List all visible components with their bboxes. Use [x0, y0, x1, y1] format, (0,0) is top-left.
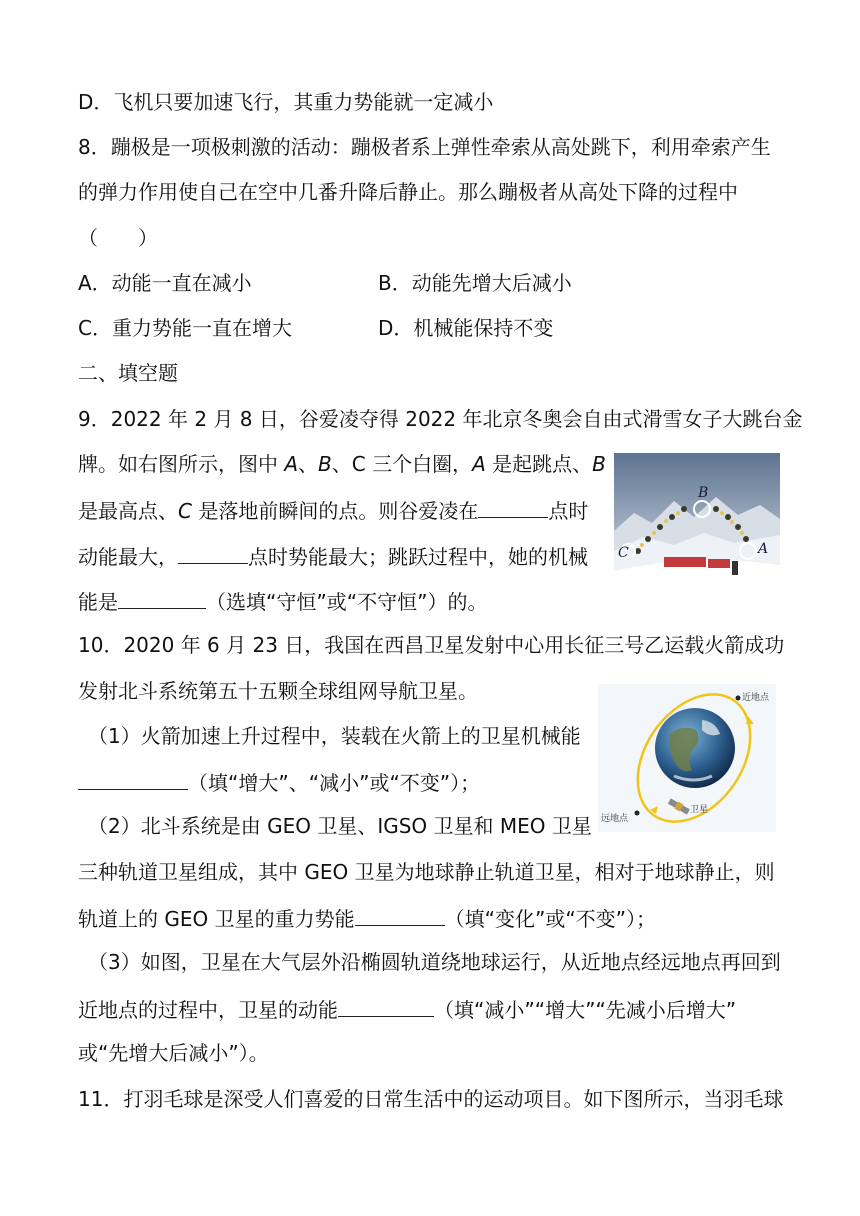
q8-option-d: D．机械能保持不变 — [378, 316, 554, 340]
q8-line-2: 的弹力作用使自己在空中几番升降后静止。那么蹦极者从高处下降的过程中 — [78, 180, 738, 204]
figure-label-b: B — [698, 485, 709, 501]
text-run: 点时 — [548, 499, 589, 523]
text-run: （填“变化”或“不变”）； — [444, 907, 657, 931]
text-run: 、C 三个白圈， — [331, 452, 473, 476]
answer-blank[interactable] — [178, 541, 248, 564]
q9-line-1: 9．2022 年 2 月 8 日，谷爱凌夺得 2022 年北京冬奥会自由式滑雪女子大跳台金 — [78, 407, 803, 431]
answer-blank[interactable] — [118, 586, 206, 609]
q10-part2-line-2: 三种轨道卫星组成，其中 GEO 卫星为地球静止轨道卫星，相对于地球静止，则 — [78, 860, 775, 884]
text-run: 是最高点、 — [78, 499, 178, 523]
figure-label-a: A — [758, 541, 769, 557]
q8-options-row-2 — [78, 314, 554, 342]
text-run: 动能最大， — [78, 545, 178, 569]
q8-option-b: B．动能先增大后减小 — [378, 271, 572, 295]
text-run: 能是 — [78, 590, 118, 614]
figure-label-near: 近地点 — [742, 693, 770, 703]
answer-blank[interactable] — [78, 767, 188, 790]
q9-line-4 — [78, 541, 588, 571]
q7-option-d: D．飞机只要加速飞行，其重力势能就一定减小 — [78, 90, 494, 114]
point-label-b: B — [318, 452, 332, 476]
q11-line-1: 11．打羽毛球是深受人们喜爱的日常生活中的运动项目。如下图所示，当羽毛球 — [78, 1087, 784, 1111]
answer-blank[interactable] — [355, 903, 445, 926]
figure-label-satellite: 卫星 — [690, 805, 709, 815]
text-run: （填“增大”、“减小”或“不变”）； — [188, 771, 481, 795]
q9-line-5 — [78, 586, 487, 616]
q8-answer-bracket: （ ） — [78, 226, 158, 250]
text-run: 牌。如右图所示，图中 — [78, 452, 285, 476]
figure-label-c: C — [618, 545, 629, 561]
q8-option-c: C．重力势能一直在增大 — [78, 316, 292, 340]
text-run: 是起跳点、 — [485, 452, 593, 476]
ski-jump-figure — [614, 453, 780, 603]
q8-options-row-1 — [78, 269, 572, 297]
point-label-a: A — [284, 452, 299, 476]
text-run: 是落地前瞬间的点。则谷爱凌在 — [191, 499, 479, 523]
q10-part2-line-1: （2）北斗系统是由 GEO 卫星、IGSO 卫星和 MEO 卫星 — [88, 814, 592, 838]
q10-part3-line-3: 或“先增大后减小”）。 — [78, 1041, 269, 1065]
answer-blank[interactable] — [478, 495, 548, 518]
figure-label-far: 远地点 — [601, 814, 629, 824]
answer-blank[interactable] — [338, 994, 434, 1017]
text-run: （填“减小”“增大”“先减小后增大” — [434, 998, 737, 1022]
q8-option-a: A．动能一直在减小 — [78, 271, 252, 295]
q10-line-2: 发射北斗系统第五十五颗全球组网导航卫星。 — [78, 679, 478, 703]
text-run: 点时势能最大；跳跃过程中，她的机械 — [248, 545, 588, 569]
point-label-c: C — [178, 499, 192, 523]
satellite-orbit-figure — [598, 684, 776, 832]
q9-line-2 — [78, 450, 606, 478]
point-label-b: B — [592, 452, 606, 476]
section-heading-fill-blank: 二、填空题 — [78, 361, 178, 385]
q10-part2-line-3 — [78, 903, 656, 933]
q10-line-1: 10．2020 年 6 月 23 日，我国在西昌卫星发射中心用长征三号乙运载火箭成功 — [78, 633, 785, 657]
q10-part3-line-1: （3）如图，卫星在大气层外沿椭圆轨道绕地球运行，从近地点经远地点再回到 — [88, 950, 781, 974]
q10-part1-line-1: （1）火箭加速上升过程中，装载在火箭上的卫星机械能 — [88, 724, 581, 748]
text-run: 轨道上的 GEO 卫星的重力势能 — [78, 907, 355, 931]
q9-line-3 — [78, 495, 588, 525]
text-run: 近地点的过程中，卫星的动能 — [78, 998, 338, 1022]
text-run: （选填“守恒”或“不守恒”）的。 — [206, 590, 488, 614]
q8-line-1: 8．蹦极是一项极刺激的活动：蹦极者系上弹性牵索从高处跳下，利用牵索产生 — [78, 135, 771, 159]
point-label-a: A — [472, 452, 486, 476]
text-run: 、 — [298, 452, 319, 476]
q10-part1-line-2 — [78, 767, 480, 797]
q10-part3-line-2 — [78, 994, 736, 1024]
